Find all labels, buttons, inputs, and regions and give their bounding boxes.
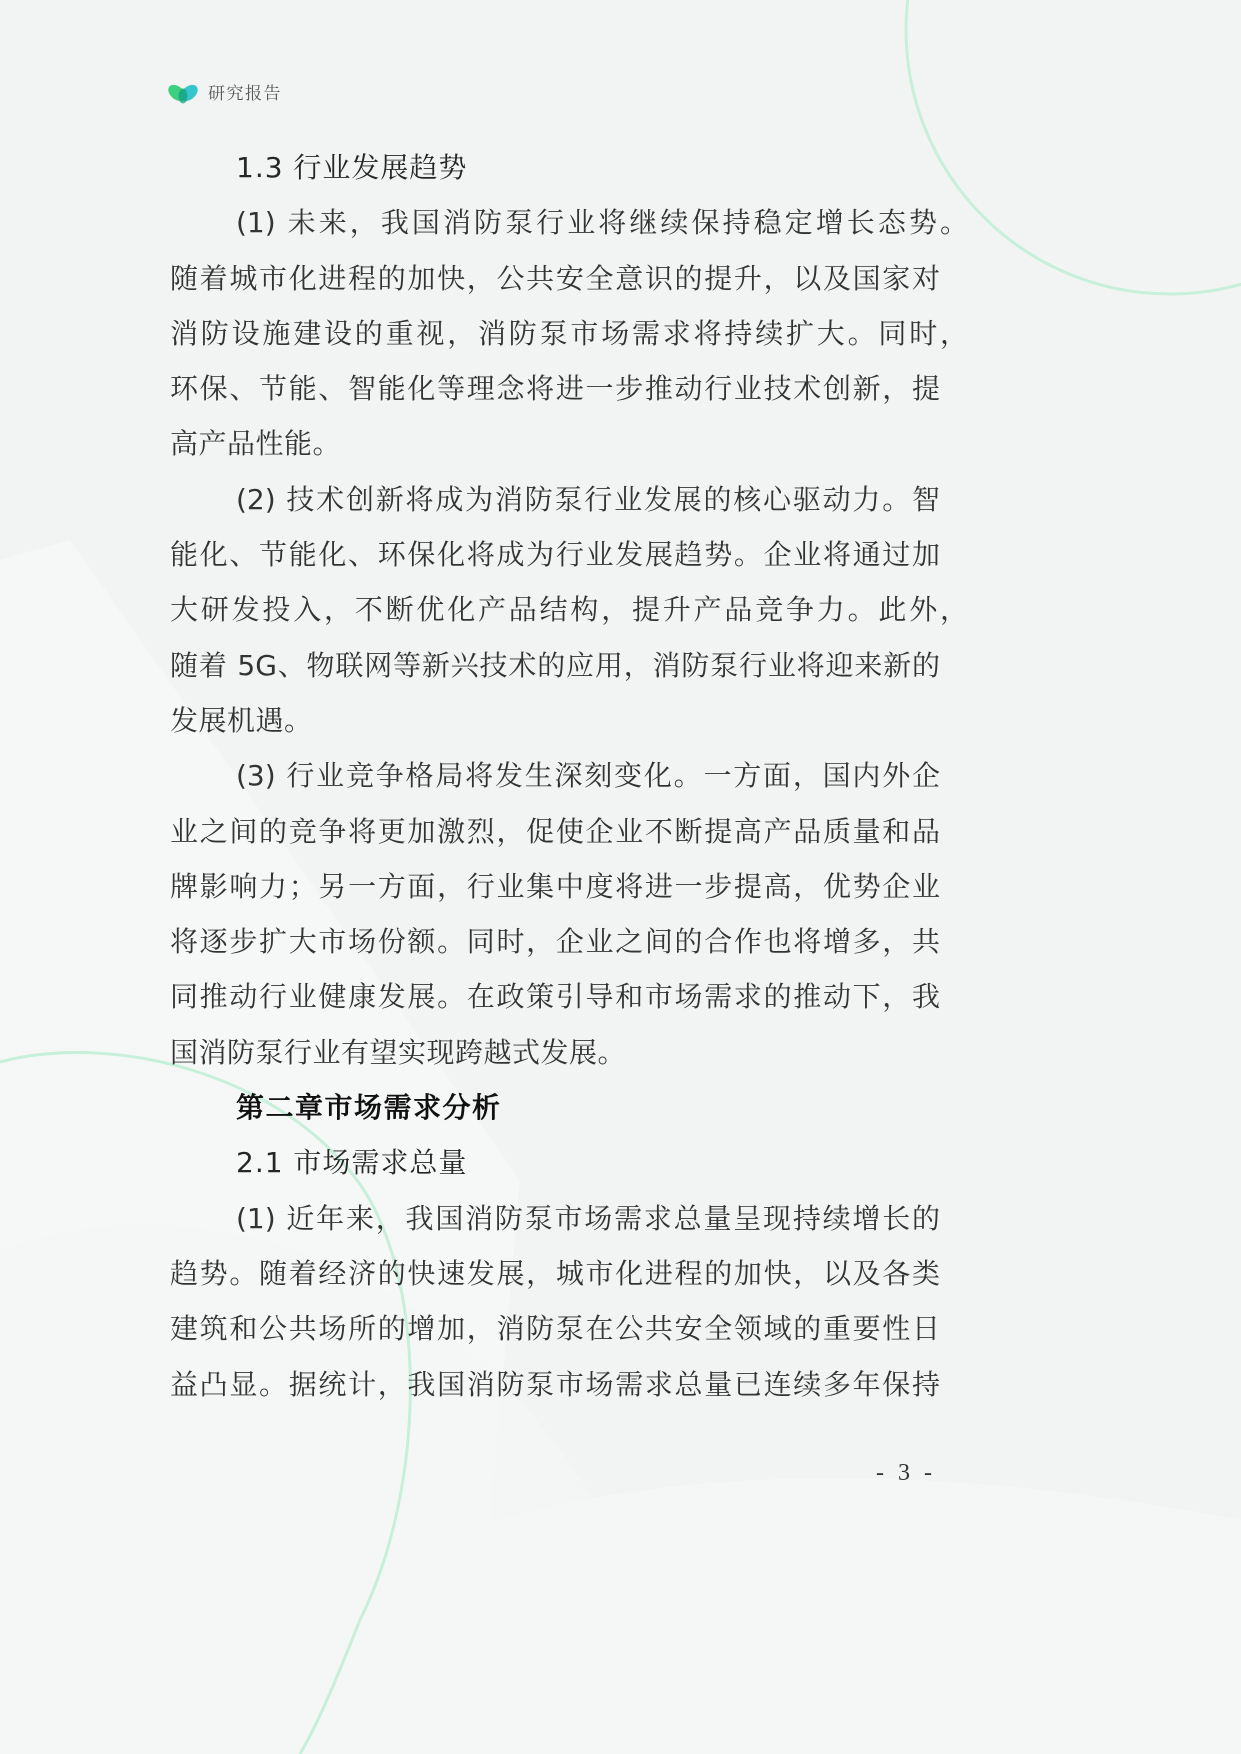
paragraph (170, 195, 970, 471)
paragraph-line: 高产品性能。 (170, 427, 342, 461)
paragraph-line: 建筑和公共场所的增加，消防泵在公共安全领域的重要性日 (170, 1312, 940, 1346)
paragraph-line: 消防设施建设的重视，消防泵市场需求将持续扩大。同时， (170, 316, 968, 350)
header-label: 研究报告 (208, 84, 282, 104)
report-body (170, 140, 970, 1412)
brand-logo-icon (166, 78, 200, 110)
paragraph-line: 业之间的竞争将更加激烈，促使企业不断提高产品质量和品 (170, 814, 940, 848)
paragraph-line: 大研发投入，不断优化产品结构，提升产品竞争力。此外， (170, 593, 968, 627)
paragraph-line: 发展机遇。 (170, 703, 313, 737)
chapter-title: 第二章市场需求分析 (236, 1091, 502, 1125)
paragraph (170, 1191, 970, 1412)
paragraph (170, 748, 970, 1080)
paragraph-line: (1) 未来，我国消防泵行业将继续保持稳定增长态势。 (236, 206, 968, 240)
paragraph-line: 牌影响力；另一方面，行业集中度将进一步提高，优势企业 (170, 869, 940, 903)
section-heading: 2.1 市场需求总量 (236, 1146, 468, 1180)
paragraph-line: (3) 行业竞争格局将发生深刻变化。一方面，国内外企 (236, 759, 940, 793)
paragraph-line: 趋势。随着经济的快速发展，城市化进程的加快，以及各类 (170, 1256, 940, 1290)
paragraph (170, 472, 970, 748)
paragraph-line: (2) 技术创新将成为消防泵行业发展的核心驱动力。智 (236, 482, 940, 516)
paragraph-line: 随着 5G、物联网等新兴技术的应用，消防泵行业将迎来新的 (170, 648, 940, 682)
paragraph-line: (1) 近年来，我国消防泵市场需求总量呈现持续增长的 (236, 1201, 940, 1235)
page-number: - 3 - (876, 1460, 936, 1486)
paragraph-line: 益凸显。据统计，我国消防泵市场需求总量已连续多年保持 (170, 1367, 940, 1401)
paragraph-line: 同推动行业健康发展。在政策引导和市场需求的推动下，我 (170, 980, 940, 1014)
paragraph-line: 随着城市化进程的加快，公共安全意识的提升，以及国家对 (170, 261, 940, 295)
section-heading: 1.3 行业发展趋势 (236, 151, 468, 184)
paragraph-line: 能化、节能化、环保化将成为行业发展趋势。企业将通过加 (170, 538, 940, 572)
paragraph-line: 环保、节能、智能化等理念将进一步推动行业技术创新，提 (170, 372, 940, 406)
paragraph-line: 将逐步扩大市场份额。同时，企业之间的合作也将增多，共 (170, 925, 940, 959)
paragraph-line: 国消防泵行业有望实现跨越式发展。 (170, 1035, 627, 1069)
